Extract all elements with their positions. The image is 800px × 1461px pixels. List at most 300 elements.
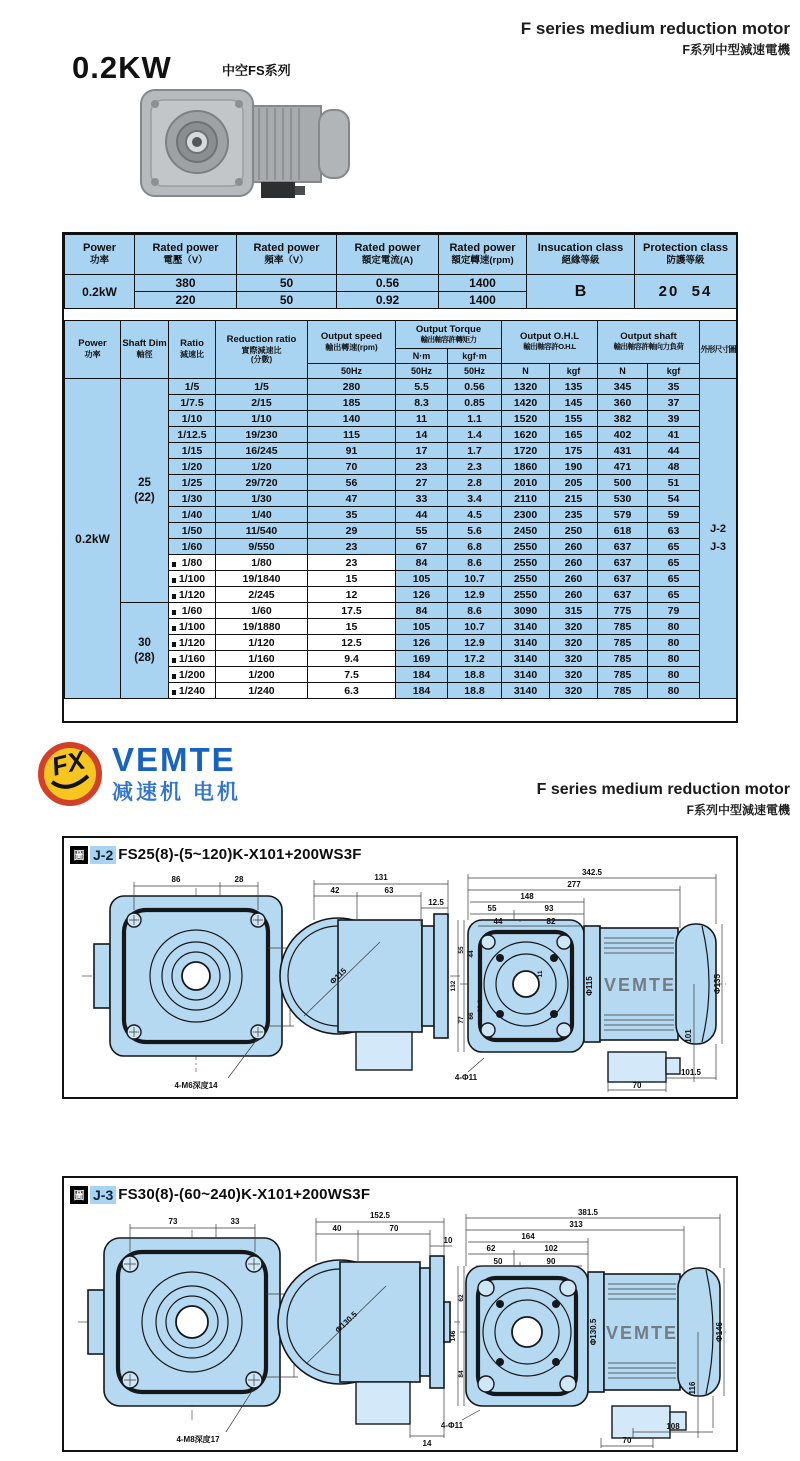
page-title-en: F series medium reduction motor bbox=[520, 19, 790, 38]
dim-label: 86 bbox=[171, 875, 181, 884]
perf-cell-ohl_n: 3140 bbox=[502, 683, 550, 699]
perf-cell-kgfm: 18.8 bbox=[448, 683, 502, 699]
perf-cell-reduction: 1/20 bbox=[216, 459, 308, 475]
perf-cell-ax_kgf: 65 bbox=[648, 539, 700, 555]
perf-cell-ax_n: 382 bbox=[598, 411, 648, 427]
perf-cell-kgfm: 0.85 bbox=[448, 395, 502, 411]
perf-cell-ohl_kgf: 260 bbox=[550, 555, 598, 571]
dim-label: 277 bbox=[567, 880, 581, 889]
perf-cell-ratio: 1/160 bbox=[169, 651, 216, 667]
perf-cell-ohl_n: 2550 bbox=[502, 587, 550, 603]
perf-cell-ohl_n: 1720 bbox=[502, 443, 550, 459]
perf-cell-reduction: 1/60 bbox=[216, 603, 308, 619]
dim-label: 84 bbox=[458, 1370, 465, 1378]
dim-label: 108 bbox=[666, 1422, 680, 1431]
perf-cell-ohl_n: 2450 bbox=[502, 523, 550, 539]
perf-cell-ohl_kgf: 155 bbox=[550, 411, 598, 427]
dim-label: 313 bbox=[569, 1220, 583, 1229]
perf-cell-nm: 184 bbox=[396, 683, 448, 699]
spec-cell: 1400 bbox=[439, 292, 527, 309]
perf-cell-ax_n: 360 bbox=[598, 395, 648, 411]
dim-label: 55 bbox=[487, 904, 497, 913]
spec-cell: 1400 bbox=[439, 275, 527, 292]
perf-cell-ax_n: 637 bbox=[598, 539, 648, 555]
perf-header-row1 bbox=[65, 321, 737, 349]
perf-cell-reduction: 1/200 bbox=[216, 667, 308, 683]
dim-label: 93 bbox=[544, 904, 554, 913]
perf-cell-ax_n: 500 bbox=[598, 475, 648, 491]
drawing-j3-title bbox=[64, 1178, 736, 1206]
power-heading: 0.2KW bbox=[72, 50, 172, 85]
dim-label: 164 bbox=[521, 1232, 535, 1241]
dim-label: 116 bbox=[688, 1381, 697, 1395]
perf-row bbox=[65, 379, 737, 395]
spec-h-voltage: Rated power 電壓（V） bbox=[135, 235, 237, 275]
perf-cell-ax_kgf: 59 bbox=[648, 507, 700, 523]
drawing-tag-icon: 圖 bbox=[70, 846, 88, 864]
perf-cell-ax_n: 579 bbox=[598, 507, 648, 523]
perf-cell-ax_kgf: 48 bbox=[648, 459, 700, 475]
perf-h-reduction: Reduction ratio 實際減速比 (分數) bbox=[216, 321, 308, 379]
perf-cell-speed: 185 bbox=[308, 395, 396, 411]
perf-h-ohl-kgf: kgf bbox=[550, 364, 598, 379]
dim-label: 42 bbox=[330, 886, 340, 895]
perf-h-ax-kgf: kgf bbox=[648, 364, 700, 379]
perf-cell-kgfm: 10.7 bbox=[448, 619, 502, 635]
spec-cell: 50 bbox=[237, 292, 337, 309]
dim-label: 70 bbox=[622, 1436, 632, 1445]
perf-cell-nm: 84 bbox=[396, 555, 448, 571]
perf-cell-nm: 84 bbox=[396, 603, 448, 619]
perf-cell-ax_n: 785 bbox=[598, 667, 648, 683]
perf-cell-kgfm: 8.6 bbox=[448, 603, 502, 619]
perf-cell-ohl_n: 2550 bbox=[502, 555, 550, 571]
dim-note: 4-Φ11 bbox=[440, 1421, 464, 1430]
perf-power-cell: 0.2kW bbox=[65, 379, 121, 699]
perf-cell-kgfm: 18.8 bbox=[448, 667, 502, 683]
dim-label: 70 bbox=[632, 1081, 642, 1090]
spec-row bbox=[65, 275, 737, 292]
perf-cell-ohl_kgf: 205 bbox=[550, 475, 598, 491]
perf-cell-ohl_kgf: 145 bbox=[550, 395, 598, 411]
perf-cell-speed: 91 bbox=[308, 443, 396, 459]
perf-h-power: Power 功率 bbox=[65, 321, 121, 379]
perf-cell-ohl_kgf: 260 bbox=[550, 571, 598, 587]
perf-cell-ax_kgf: 41 bbox=[648, 427, 700, 443]
perf-cell-nm: 14 bbox=[396, 427, 448, 443]
dim-label: 77 bbox=[458, 1016, 465, 1024]
perf-cell-nm: 105 bbox=[396, 619, 448, 635]
perf-cell-ax_kgf: 80 bbox=[648, 619, 700, 635]
dim-label: Φ115 bbox=[328, 966, 349, 987]
perf-cell-ohl_n: 2550 bbox=[502, 539, 550, 555]
perf-cell-ohl_n: 1320 bbox=[502, 379, 550, 395]
perf-cell-reduction: 16/245 bbox=[216, 443, 308, 459]
perf-cell-ratio: 1/120 bbox=[169, 587, 216, 603]
dim-note: 4-M6深度14 bbox=[174, 1081, 218, 1090]
dim-label: 70 bbox=[389, 1224, 399, 1233]
drawing-tag-icon: 圖 bbox=[70, 1186, 88, 1204]
perf-cell-nm: 169 bbox=[396, 651, 448, 667]
spec-h-speed: Rated power 額定轉速(rpm) bbox=[439, 235, 527, 275]
perf-cell-ax_kgf: 80 bbox=[648, 635, 700, 651]
perf-cell-ax_n: 530 bbox=[598, 491, 648, 507]
spec-table bbox=[64, 234, 737, 309]
perf-cell-ax_n: 431 bbox=[598, 443, 648, 459]
perf-cell-speed: 7.5 bbox=[308, 667, 396, 683]
perf-cell-nm: 184 bbox=[396, 667, 448, 683]
perf-cell-speed: 140 bbox=[308, 411, 396, 427]
perf-cell-kgfm: 8.6 bbox=[448, 555, 502, 571]
drawing-section-j3 bbox=[62, 1176, 738, 1452]
perf-cell-nm: 27 bbox=[396, 475, 448, 491]
spec-cell: 380 bbox=[135, 275, 237, 292]
perf-h-speed-sub: 50Hz bbox=[308, 364, 396, 379]
perf-cell-kgfm: 10.7 bbox=[448, 571, 502, 587]
perf-h-kgfm: kgf·m bbox=[448, 349, 502, 364]
perf-cell-speed: 280 bbox=[308, 379, 396, 395]
perf-cell-ax_kgf: 80 bbox=[648, 651, 700, 667]
brand-name: VEMTE bbox=[112, 740, 236, 778]
perf-cell-ohl_kgf: 135 bbox=[550, 379, 598, 395]
perf-cell-speed: 15 bbox=[308, 619, 396, 635]
dim-label: Φ130.5 bbox=[333, 1309, 359, 1335]
dim-label: 28 bbox=[234, 875, 244, 884]
perf-cell-ohl_n: 3140 bbox=[502, 619, 550, 635]
perf-cell-ax_n: 471 bbox=[598, 459, 648, 475]
perf-cell-nm: 126 bbox=[396, 635, 448, 651]
dim-label: 62 bbox=[458, 1294, 465, 1302]
perf-cell-kgfm: 1.7 bbox=[448, 443, 502, 459]
perf-cell-ratio: 1/50 bbox=[169, 523, 216, 539]
perf-cell-reduction: 29/720 bbox=[216, 475, 308, 491]
watermark: VEMTE bbox=[603, 975, 677, 995]
perf-cell-kgfm: 17.2 bbox=[448, 651, 502, 667]
perf-cell-nm: 44 bbox=[396, 507, 448, 523]
product-photo bbox=[133, 82, 363, 204]
spec-header-row bbox=[65, 235, 737, 275]
perf-cell-reduction: 19/230 bbox=[216, 427, 308, 443]
dim-label: 40 bbox=[332, 1224, 342, 1233]
perf-h-speed: Output speed 輸出轉速(rpm) bbox=[308, 321, 396, 364]
perf-cell-ratio: 1/20 bbox=[169, 459, 216, 475]
perf-cell-speed: 17.5 bbox=[308, 603, 396, 619]
perf-cell-ratio: 1/7.5 bbox=[169, 395, 216, 411]
perf-cell-ratio: 1/10 bbox=[169, 411, 216, 427]
spec-h-insulation: Insucation class 絕緣等級 bbox=[527, 235, 635, 275]
perf-h-shaftload: Output shaft 輸出軸容許軸向力負荷 bbox=[598, 321, 700, 364]
perf-cell-ohl_kgf: 320 bbox=[550, 683, 598, 699]
spec-cell: 220 bbox=[135, 292, 237, 309]
perf-cell-speed: 115 bbox=[308, 427, 396, 443]
perf-cell-nm: 8.3 bbox=[396, 395, 448, 411]
dim-label: Φ135 bbox=[713, 974, 722, 994]
perf-cell-speed: 56 bbox=[308, 475, 396, 491]
perf-cell-kgfm: 2.3 bbox=[448, 459, 502, 475]
perf-cell-ax_n: 785 bbox=[598, 683, 648, 699]
perf-cell-reduction: 9/550 bbox=[216, 539, 308, 555]
drawing-section-j2 bbox=[62, 836, 738, 1099]
dim-label: 66 bbox=[468, 1012, 475, 1020]
perf-h-ratio: Ratio 減速比 bbox=[169, 321, 216, 379]
page-title-zh: F系列中型減速電機 bbox=[682, 43, 790, 57]
perf-cell-ax_kgf: 44 bbox=[648, 443, 700, 459]
perf-cell-reduction: 1/10 bbox=[216, 411, 308, 427]
dim-label: Φ146 bbox=[715, 1322, 724, 1342]
perf-cell-ratio: 1/60 bbox=[169, 539, 216, 555]
perf-cell-ax_n: 637 bbox=[598, 587, 648, 603]
dim-label: 62 bbox=[486, 1244, 496, 1253]
perf-cell-speed: 35 bbox=[308, 507, 396, 523]
perf-cell-ratio: 1/120 bbox=[169, 635, 216, 651]
perf-cell-kgfm: 5.6 bbox=[448, 523, 502, 539]
spec-protection-value: 20 54 bbox=[635, 275, 737, 309]
perf-cell-ohl_n: 1860 bbox=[502, 459, 550, 475]
dim-label: 14 bbox=[422, 1439, 432, 1448]
perf-cell-kgfm: 3.4 bbox=[448, 491, 502, 507]
perf-cell-ohl_kgf: 315 bbox=[550, 603, 598, 619]
perf-cell-ax_n: 637 bbox=[598, 555, 648, 571]
dim-label: Φ130.5 bbox=[589, 1318, 598, 1346]
perf-cell-kgfm: 2.8 bbox=[448, 475, 502, 491]
dim-label: 342.5 bbox=[581, 868, 603, 877]
dim-label: 44 bbox=[468, 950, 475, 958]
perf-cell-ax_kgf: 65 bbox=[648, 587, 700, 603]
perf-cell-ratio: 1/30 bbox=[169, 491, 216, 507]
perf-h-ohl: Output O.H.L 輸出軸容許O.H.L bbox=[502, 321, 598, 364]
perf-cell-ohl_kgf: 320 bbox=[550, 635, 598, 651]
perf-cell-ohl_n: 3090 bbox=[502, 603, 550, 619]
perf-cell-ax_kgf: 65 bbox=[648, 555, 700, 571]
perf-cell-ax_n: 402 bbox=[598, 427, 648, 443]
spec-h-protection: Protection class 防護等級 bbox=[635, 235, 737, 275]
perf-cell-reduction: 1/240 bbox=[216, 683, 308, 699]
perf-cell-ratio: 1/5 bbox=[169, 379, 216, 395]
perf-cell-ratio: 1/40 bbox=[169, 507, 216, 523]
perf-cell-ratio: 1/80 bbox=[169, 555, 216, 571]
perf-cell-ax_kgf: 80 bbox=[648, 683, 700, 699]
perf-cell-ohl_kgf: 320 bbox=[550, 619, 598, 635]
drawing-j2-title bbox=[64, 838, 736, 866]
perf-cell-ratio: 1/25 bbox=[169, 475, 216, 491]
perf-cell-ohl_n: 1420 bbox=[502, 395, 550, 411]
perf-cell-nm: 55 bbox=[396, 523, 448, 539]
perf-cell-reduction: 1/160 bbox=[216, 651, 308, 667]
dim-label: 101.5 bbox=[680, 1068, 702, 1077]
perf-cell-ohl_kgf: 250 bbox=[550, 523, 598, 539]
drawing-ref-j3: J-3 bbox=[90, 1186, 116, 1204]
perf-cell-reduction: 11/540 bbox=[216, 523, 308, 539]
perf-cell-ohl_kgf: 190 bbox=[550, 459, 598, 475]
dim-label: 101 bbox=[684, 1029, 693, 1043]
perf-h-torque: Output Torque 輸出軸容許轉矩力 bbox=[396, 321, 502, 349]
dim-label: 82 bbox=[546, 917, 556, 926]
perf-cell-reduction: 1/80 bbox=[216, 555, 308, 571]
perf-cell-ohl_n: 2300 bbox=[502, 507, 550, 523]
dim-label: 148 bbox=[520, 892, 534, 901]
spec-insulation-value: B bbox=[527, 275, 635, 309]
perf-cell-speed: 70 bbox=[308, 459, 396, 475]
perf-cell-ohl_kgf: 320 bbox=[550, 667, 598, 683]
perf-cell-ohl_n: 3140 bbox=[502, 651, 550, 667]
perf-cell-ax_kgf: 80 bbox=[648, 667, 700, 683]
spec-h-power: Power 功率 bbox=[65, 235, 135, 275]
perf-cell-nm: 23 bbox=[396, 459, 448, 475]
dim-label: 44 bbox=[493, 917, 503, 926]
perf-cell-ratio: 1/200 bbox=[169, 667, 216, 683]
dim-label: 63 bbox=[384, 886, 394, 895]
perf-cell-ratio: 1/12.5 bbox=[169, 427, 216, 443]
perf-cell-nm: 5.5 bbox=[396, 379, 448, 395]
perf-cell-kgfm: 12.9 bbox=[448, 587, 502, 603]
logo-monogram: FX bbox=[48, 744, 89, 782]
perf-cell-ax_kgf: 35 bbox=[648, 379, 700, 395]
dim-label: Φ115 bbox=[585, 976, 594, 996]
perf-cell-ohl_n: 2010 bbox=[502, 475, 550, 491]
perf-cell-ratio: 1/100 bbox=[169, 571, 216, 587]
watermark: VEMTE bbox=[605, 1323, 679, 1343]
perf-h-outline: 外形尺寸圖 bbox=[700, 321, 737, 379]
dim-label: 33 bbox=[230, 1217, 240, 1226]
perf-h-shaft: Shaft Dim 軸徑 bbox=[121, 321, 169, 379]
perf-cell-speed: 23 bbox=[308, 539, 396, 555]
dim-label: 50 bbox=[493, 1257, 503, 1266]
perf-cell-ohl_n: 2110 bbox=[502, 491, 550, 507]
dim-label: 152.5 bbox=[369, 1211, 391, 1220]
perf-cell-ax_kgf: 63 bbox=[648, 523, 700, 539]
dim-label: 90 bbox=[546, 1257, 556, 1266]
perf-h-nm-sub: 50Hz bbox=[396, 364, 448, 379]
perf-cell-ohl_kgf: 320 bbox=[550, 651, 598, 667]
dim-label: 73 bbox=[168, 1217, 178, 1226]
perf-cell-ax_kgf: 54 bbox=[648, 491, 700, 507]
perf-cell-reduction: 1/30 bbox=[216, 491, 308, 507]
perf-cell-reduction: 1/5 bbox=[216, 379, 308, 395]
perf-cell-ratio: 1/60 bbox=[169, 603, 216, 619]
perf-table-body bbox=[65, 379, 737, 699]
perf-cell-kgfm: 1.1 bbox=[448, 411, 502, 427]
perf-cell-ax_n: 785 bbox=[598, 651, 648, 667]
perf-cell-ax_kgf: 39 bbox=[648, 411, 700, 427]
perf-cell-speed: 47 bbox=[308, 491, 396, 507]
perf-outline-cell: J-2 J-3 bbox=[700, 379, 737, 699]
perf-cell-ohl_kgf: 260 bbox=[550, 539, 598, 555]
perf-cell-ohl_kgf: 165 bbox=[550, 427, 598, 443]
spec-cell: 0.56 bbox=[337, 275, 439, 292]
perf-cell-ratio: 1/240 bbox=[169, 683, 216, 699]
spec-power-value: 0.2kW bbox=[65, 275, 135, 309]
perf-cell-ax_n: 618 bbox=[598, 523, 648, 539]
subheader-title-en: F series medium reduction motor bbox=[536, 781, 790, 798]
spec-cell: 50 bbox=[237, 275, 337, 292]
perf-cell-ohl_n: 1620 bbox=[502, 427, 550, 443]
perf-cell-ohl_kgf: 235 bbox=[550, 507, 598, 523]
dim-label: 131 bbox=[374, 873, 388, 882]
perf-cell-reduction: 1/40 bbox=[216, 507, 308, 523]
perf-cell-kgfm: 6.8 bbox=[448, 539, 502, 555]
drawing-model-j3: FS30(8)-(60~240)K-X101+200WS3F bbox=[118, 1186, 371, 1203]
perf-cell-kgfm: 4.5 bbox=[448, 507, 502, 523]
spec-h-frequency: Rated power 頻率（V） bbox=[237, 235, 337, 275]
dim-note: 4-M8深度17 bbox=[176, 1435, 220, 1444]
dim-label: 381.5 bbox=[577, 1208, 599, 1217]
perf-cell-nm: 11 bbox=[396, 411, 448, 427]
perf-cell-ohl_n: 1520 bbox=[502, 411, 550, 427]
perf-cell-speed: 12 bbox=[308, 587, 396, 603]
perf-cell-ax_kgf: 65 bbox=[648, 571, 700, 587]
dim-label: 11 bbox=[537, 970, 544, 978]
perf-cell-ohl_n: 2550 bbox=[502, 571, 550, 587]
perf-cell-ax_n: 785 bbox=[598, 619, 648, 635]
perf-cell-reduction: 19/1880 bbox=[216, 619, 308, 635]
brand-caption: 减速机 电机 bbox=[112, 780, 241, 804]
perf-cell-ax_n: 637 bbox=[598, 571, 648, 587]
perf-cell-speed: 9.4 bbox=[308, 651, 396, 667]
drawing-j3-views bbox=[68, 1206, 728, 1448]
perf-cell-ohl_kgf: 260 bbox=[550, 587, 598, 603]
dim-label: 132 bbox=[450, 980, 457, 992]
perf-shaft-cell: 30 (28) bbox=[121, 603, 169, 699]
dim-note: 4-Φ11 bbox=[454, 1073, 478, 1082]
perf-cell-ax_n: 775 bbox=[598, 603, 648, 619]
dim-label: 12.5 bbox=[428, 898, 444, 907]
perf-cell-speed: 15 bbox=[308, 571, 396, 587]
dim-label: 102 bbox=[544, 1244, 558, 1253]
perf-cell-ax_kgf: 37 bbox=[648, 395, 700, 411]
perf-cell-reduction: 2/245 bbox=[216, 587, 308, 603]
perf-cell-ax_n: 785 bbox=[598, 635, 648, 651]
perf-cell-ax_kgf: 79 bbox=[648, 603, 700, 619]
perf-cell-nm: 105 bbox=[396, 571, 448, 587]
perf-cell-ax_n: 345 bbox=[598, 379, 648, 395]
drawing-ref-j2: J-2 bbox=[90, 846, 116, 864]
perf-cell-reduction: 1/120 bbox=[216, 635, 308, 651]
perf-row bbox=[65, 603, 737, 619]
perf-cell-ohl_n: 3140 bbox=[502, 667, 550, 683]
dim-label: 146 bbox=[450, 1330, 457, 1342]
perf-cell-nm: 33 bbox=[396, 491, 448, 507]
perf-cell-nm: 126 bbox=[396, 587, 448, 603]
perf-cell-ohl_kgf: 175 bbox=[550, 443, 598, 459]
brand-logo bbox=[38, 742, 241, 806]
drawing-model-j2: FS25(8)-(5~120)K-X101+200WS3F bbox=[118, 846, 362, 863]
logo-emblem-icon bbox=[38, 742, 102, 806]
spec-h-current: Rated power 額定電流(A) bbox=[337, 235, 439, 275]
perf-cell-ax_kgf: 51 bbox=[648, 475, 700, 491]
dim-label: 28.3 bbox=[477, 999, 484, 1013]
perf-cell-nm: 17 bbox=[396, 443, 448, 459]
perf-cell-speed: 29 bbox=[308, 523, 396, 539]
perf-cell-ratio: 1/15 bbox=[169, 443, 216, 459]
perf-cell-reduction: 2/15 bbox=[216, 395, 308, 411]
subheader-title-zh: F系列中型減速電機 bbox=[686, 803, 790, 817]
perf-h-nm: N·m bbox=[396, 349, 448, 364]
tables-frame bbox=[62, 232, 738, 723]
perf-cell-speed: 6.3 bbox=[308, 683, 396, 699]
perf-cell-nm: 67 bbox=[396, 539, 448, 555]
drawing-j2-views bbox=[68, 866, 728, 1094]
perf-cell-kgfm: 12.9 bbox=[448, 635, 502, 651]
perf-cell-ohl_kgf: 215 bbox=[550, 491, 598, 507]
perf-cell-ratio: 1/100 bbox=[169, 619, 216, 635]
performance-table bbox=[64, 320, 737, 699]
perf-h-ax-n: N bbox=[598, 364, 648, 379]
series-label: 中空FS系列 bbox=[222, 63, 291, 78]
perf-h-kgfm-sub: 50Hz bbox=[448, 364, 502, 379]
dim-label: 10 bbox=[443, 1236, 453, 1245]
perf-cell-speed: 12.5 bbox=[308, 635, 396, 651]
perf-cell-ohl_n: 3140 bbox=[502, 635, 550, 651]
